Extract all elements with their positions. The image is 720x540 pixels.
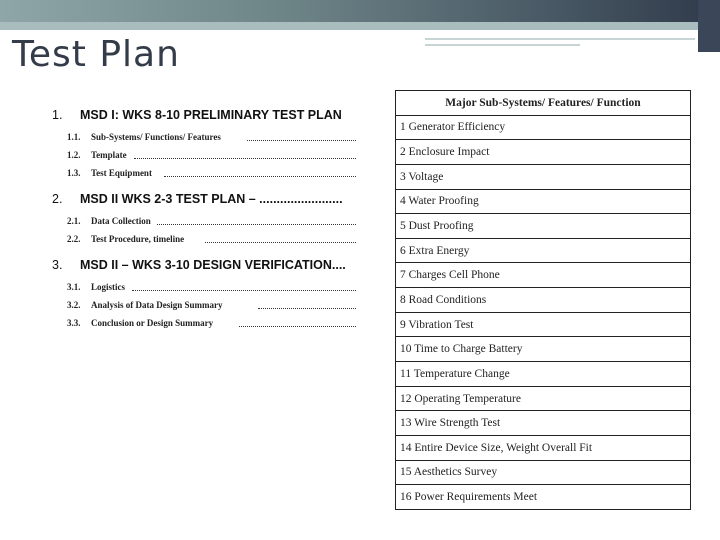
subitem-number: 2.2. <box>67 234 81 244</box>
table-header: Major Sub-Systems/ Features/ Function <box>396 91 691 116</box>
subitem-number: 1.1. <box>67 132 81 142</box>
section-heading: MSD II WKS 2-3 TEST PLAN – ........................ <box>80 192 343 206</box>
section-number: 2. <box>52 192 63 206</box>
subitem-number: 1.2. <box>67 150 81 160</box>
leader-dots <box>132 290 356 291</box>
outline-section <box>52 192 362 216</box>
table-row <box>396 164 691 189</box>
table-cell: 11 Temperature Change <box>396 362 691 387</box>
outline-subitem <box>52 150 362 168</box>
table-cell: 6 Extra Energy <box>396 238 691 263</box>
subitem-number: 1.3. <box>67 168 81 178</box>
subitem-number: 3.2. <box>67 300 81 310</box>
subitem-number: 3.3. <box>67 318 81 328</box>
table-row <box>396 288 691 313</box>
section-heading: MSD I: WKS 8-10 PRELIMINARY TEST PLAN <box>80 108 342 122</box>
outline-subitem <box>52 234 362 252</box>
outline-section <box>52 258 362 282</box>
table-row <box>396 485 691 510</box>
subitem-text: Data Collection <box>91 216 151 226</box>
corner-block <box>698 0 720 52</box>
outline-subitem <box>52 300 362 318</box>
table-row <box>396 411 691 436</box>
table-row <box>396 460 691 485</box>
table-row <box>396 435 691 460</box>
leader-dots <box>239 326 356 327</box>
top-banner-stripe <box>0 22 720 30</box>
table-cell: 8 Road Conditions <box>396 288 691 313</box>
subitem-number: 3.1. <box>67 282 81 292</box>
outline-subitem <box>52 318 362 336</box>
slide-title: Test Plan <box>12 34 180 75</box>
outline-subitem <box>52 168 362 186</box>
table-row <box>396 214 691 239</box>
section-heading: MSD II – WKS 3-10 DESIGN VERIFICATION.... <box>80 258 346 272</box>
outline-subitem <box>52 216 362 234</box>
subitem-text: Test Procedure, timeline <box>91 234 185 244</box>
table-row <box>396 362 691 387</box>
table-row <box>396 337 691 362</box>
table-row <box>396 238 691 263</box>
outline-subitem <box>52 282 362 300</box>
subitem-text: Sub-Systems/ Functions/ Features <box>91 132 221 142</box>
subsystems-table <box>395 90 691 510</box>
subitem-text: Logistics <box>91 282 126 292</box>
table-row <box>396 312 691 337</box>
table-cell: 7 Charges Cell Phone <box>396 263 691 288</box>
leader-dots <box>157 224 356 225</box>
table-cell: 1 Generator Efficiency <box>396 115 691 140</box>
subitem-text: Conclusion or Design Summary <box>91 318 214 328</box>
table-row <box>396 189 691 214</box>
table-cell: 3 Voltage <box>396 164 691 189</box>
table-cell: 9 Vibration Test <box>396 312 691 337</box>
table-row <box>396 115 691 140</box>
table-cell: 2 Enclosure Impact <box>396 140 691 165</box>
subitem-text: Template <box>91 150 127 160</box>
leader-dots <box>164 176 356 177</box>
test-plan-outline <box>52 108 362 336</box>
table-cell: 4 Water Proofing <box>396 189 691 214</box>
subitem-text: Test Equipment <box>91 168 152 178</box>
table-row <box>396 140 691 165</box>
decorative-lines <box>425 36 695 50</box>
top-banner-bar <box>0 0 720 22</box>
table-cell: 16 Power Requirements Meet <box>396 485 691 510</box>
table-row <box>396 263 691 288</box>
table-row <box>396 386 691 411</box>
leader-dots <box>205 242 356 243</box>
table-cell: 12 Operating Temperature <box>396 386 691 411</box>
leader-dots <box>134 158 356 159</box>
table-cell: 14 Entire Device Size, Weight Overall Fit <box>396 435 691 460</box>
subitem-text: Analysis of Data Design Summary <box>91 300 223 310</box>
subitem-number: 2.1. <box>67 216 81 226</box>
table-cell: 15 Aesthetics Survey <box>396 460 691 485</box>
table-header-row <box>396 91 691 116</box>
outline-subitem <box>52 132 362 150</box>
table-cell: 5 Dust Proofing <box>396 214 691 239</box>
leader-dots <box>258 308 356 309</box>
outline-section <box>52 108 362 132</box>
table-cell: 10 Time to Charge Battery <box>396 337 691 362</box>
table-cell: 13 Wire Strength Test <box>396 411 691 436</box>
section-number: 1. <box>52 108 63 122</box>
section-number: 3. <box>52 258 63 272</box>
leader-dots <box>247 140 356 141</box>
